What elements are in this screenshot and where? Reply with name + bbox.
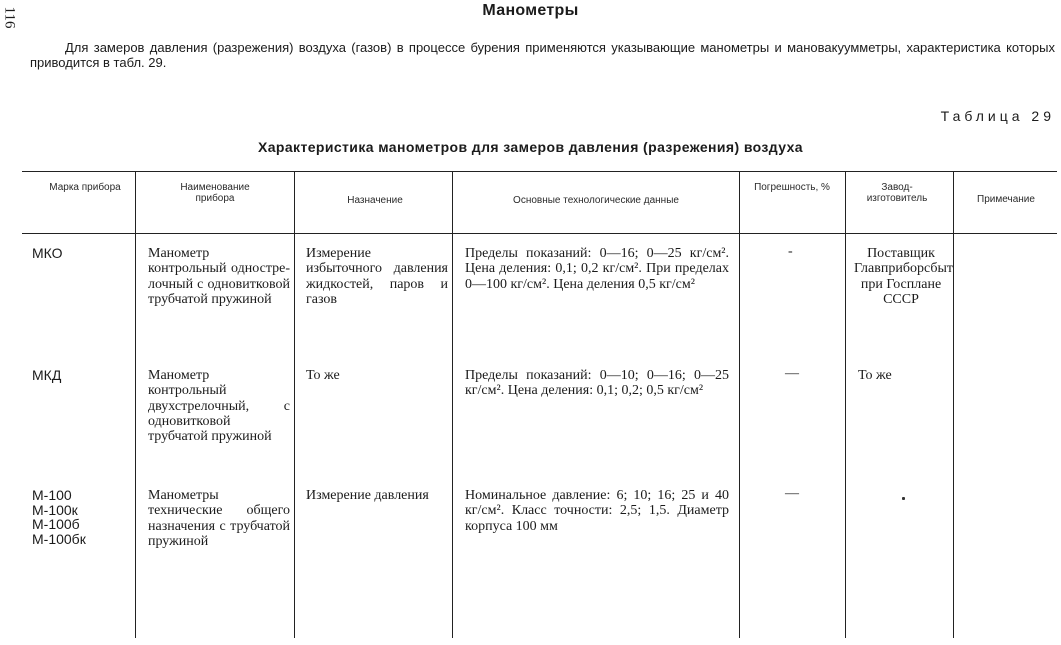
cell-purpose: Измерение давления <box>306 488 429 503</box>
page-number: 116 <box>1 6 18 29</box>
cell-error: - <box>788 244 793 259</box>
cell-brand: МКД <box>32 367 62 383</box>
cell-specs: Пределы показаний: 0—10; 0—16; 0—25 кг/см². Цена деления: 0,1; 0,2; 0,5 кг/см² <box>465 368 729 399</box>
table-title: Характеристика манометров для замеров давления (разрежения) воздуха <box>258 139 803 155</box>
section-title: Манометры <box>482 2 579 19</box>
cell-brand: М-100 М-100к М-100б М-100бк <box>32 487 86 547</box>
cell-specs: Пределы показаний: 0—16; 0—25 кг/см². Цена деления: 0,1; 0,2 кг/см². При пределах 0—100 кг/см². Цена деления 0,5 кг/см² <box>465 246 729 292</box>
cell-name: Манометр контрольный двухстрелочный, с одновитковой трубчатой пружиной <box>148 368 290 445</box>
ink-dot <box>902 497 905 500</box>
cell-purpose: То же <box>306 368 340 383</box>
table-header-rule <box>22 233 1057 234</box>
cell-maker: То же <box>858 368 892 383</box>
header-specs: Основные технологические данные <box>513 195 679 206</box>
cell-specs: Номинальное давление: 6; 10; 16; 25 и 40 кг/см². Класс точности: 2,5; 1,5. Диаметр корпуса 100 мм <box>465 488 729 534</box>
cell-name: Манометры технические общего назначения с трубчатой пружиной <box>148 488 290 549</box>
header-note: Примечание <box>977 194 1035 205</box>
header-name: Наименование прибора <box>180 182 250 204</box>
header-purpose: Назначение <box>347 195 403 206</box>
header-brand: Марка прибора <box>49 182 121 193</box>
column-divider <box>135 172 136 638</box>
cell-brand: МКО <box>32 245 63 261</box>
intro-text: Для замеров давления (разрежения) воздуха (газов) в процессе бурения применяются указывающие манометры и мановакуумметры, характеристика которых приводится в табл. 29. <box>30 40 1055 70</box>
table-label: Таблица 29 <box>940 108 1055 124</box>
intro-paragraph <box>30 40 1055 70</box>
column-divider <box>294 172 295 638</box>
column-divider <box>845 172 846 638</box>
column-divider <box>953 172 954 638</box>
header-error: Погрешность, % <box>754 182 830 193</box>
column-divider <box>739 172 740 638</box>
cell-purpose: Измерение избыточного давления жидкостей, паров и газов <box>306 246 448 307</box>
header-maker: Завод-изготовитель <box>866 182 928 204</box>
table-top-rule <box>22 171 1057 172</box>
column-divider <box>452 172 453 638</box>
cell-error: — <box>785 486 799 501</box>
cell-maker: Поставщик Главприборсбыт при Госплане СССР <box>854 246 953 307</box>
cell-error: — <box>785 366 799 381</box>
cell-name: Манометр контрольный однострелочный с одновитковой трубчатой пружиной <box>148 246 290 307</box>
